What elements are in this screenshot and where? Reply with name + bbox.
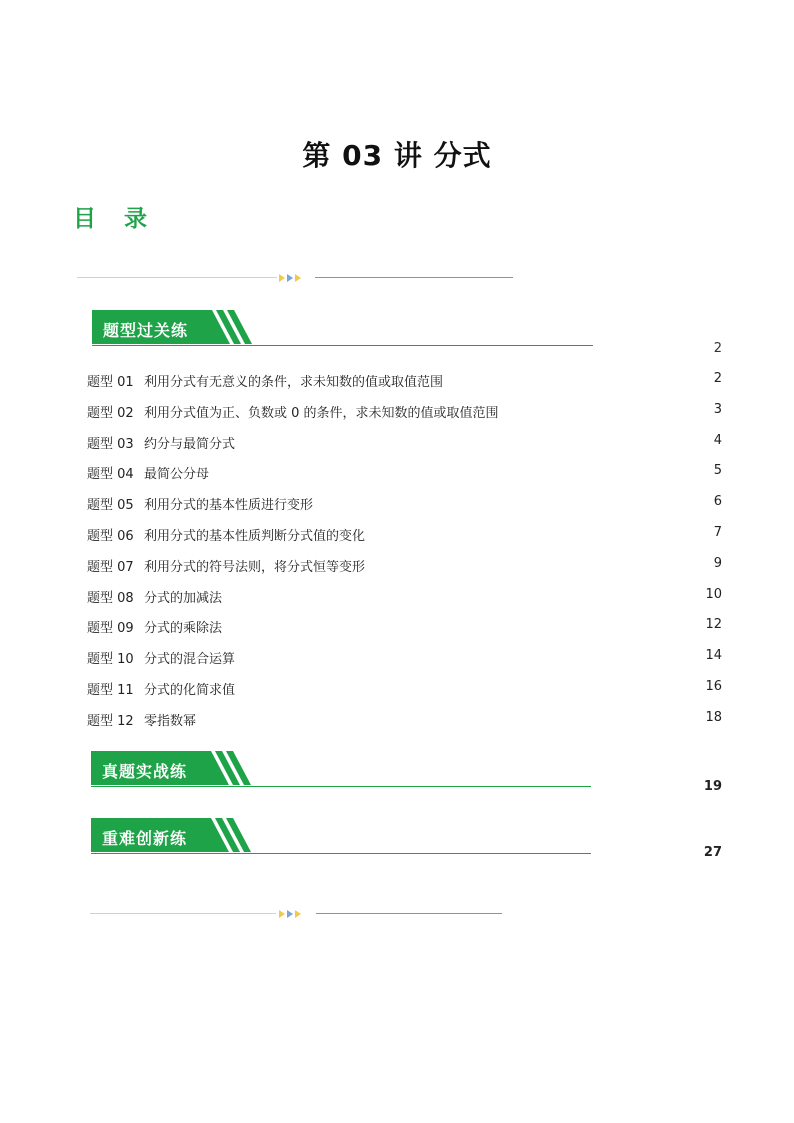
entry-description: 分式的加减法 <box>144 591 223 606</box>
entry-type: 题型 04 <box>87 467 134 482</box>
section-page-number[interactable]: 2 <box>713 341 722 356</box>
entry-description: 约分与最简分式 <box>144 437 236 452</box>
entry-page-number: 18 <box>705 710 722 725</box>
toc-entry[interactable] <box>87 402 722 420</box>
entry-type: 题型 02 <box>87 406 134 421</box>
entry-description: 零指数幂 <box>144 714 197 729</box>
entry-description: 利用分式的基本性质判断分式值的变化 <box>144 529 366 544</box>
toc-entry[interactable] <box>87 679 722 697</box>
entry-description: 分式的混合运算 <box>144 652 236 667</box>
entry-description: 最简公分母 <box>144 467 210 482</box>
entry-page-number: 4 <box>713 433 722 448</box>
toc-entry[interactable] <box>87 556 722 574</box>
entry-description: 利用分式的基本性质进行变形 <box>144 498 314 513</box>
entry-page-number: 2 <box>713 371 722 386</box>
entry-type: 题型 07 <box>87 560 134 575</box>
bottom-divider <box>90 909 502 919</box>
top-divider <box>77 273 513 283</box>
toc-entry[interactable] <box>87 710 722 728</box>
toc-entry[interactable] <box>87 525 722 543</box>
toc-heading: 目 录 <box>73 206 158 232</box>
entry-description: 利用分式有无意义的条件，求未知数的值或取值范围 <box>144 375 444 390</box>
section-banner-practice[interactable] <box>92 310 593 346</box>
triple-arrow-icon <box>279 273 303 283</box>
toc-entry[interactable] <box>87 648 722 666</box>
entry-type: 题型 09 <box>87 621 134 636</box>
entry-type: 题型 05 <box>87 498 134 513</box>
toc-entry[interactable] <box>87 494 722 512</box>
entry-type: 题型 10 <box>87 652 134 667</box>
section-banner-real-exam[interactable] <box>91 751 591 787</box>
document-title: 第 03 讲 分式 <box>302 139 492 172</box>
entry-description: 分式的乘除法 <box>144 621 223 636</box>
entry-page-number: 12 <box>705 617 722 632</box>
toc-entry[interactable] <box>87 463 722 481</box>
section-banner-innovation[interactable] <box>91 818 591 854</box>
section-label: 真题实战练 <box>102 762 188 781</box>
section-label: 重难创新练 <box>102 829 188 848</box>
toc-entry[interactable] <box>87 617 722 635</box>
toc-entry[interactable] <box>87 587 722 605</box>
triple-arrow-icon <box>279 909 303 919</box>
entry-description: 分式的化简求值 <box>144 683 236 698</box>
entry-page-number: 6 <box>713 494 722 509</box>
entry-description: 利用分式的符号法则，将分式恒等变形 <box>144 560 366 575</box>
entry-page-number: 14 <box>705 648 722 663</box>
entry-page-number: 5 <box>713 463 722 478</box>
entry-description: 利用分式值为正、负数或 0 的条件，求未知数的值或取值范围 <box>144 406 499 421</box>
entry-page-number: 16 <box>705 679 722 694</box>
section-label: 题型过关练 <box>103 321 189 340</box>
section-page-number[interactable]: 27 <box>703 845 722 860</box>
entry-page-number: 9 <box>713 556 722 571</box>
section-page-number[interactable]: 19 <box>703 779 722 794</box>
toc-entry[interactable] <box>87 433 722 451</box>
entry-page-number: 3 <box>713 402 722 417</box>
entry-type: 题型 06 <box>87 529 134 544</box>
entry-type: 题型 01 <box>87 375 134 390</box>
entry-type: 题型 12 <box>87 714 134 729</box>
entry-page-number: 7 <box>713 525 722 540</box>
entry-type: 题型 03 <box>87 437 134 452</box>
toc-entry[interactable] <box>87 371 722 389</box>
entry-type: 题型 08 <box>87 591 134 606</box>
entry-type: 题型 11 <box>87 683 134 698</box>
entry-page-number: 10 <box>705 587 722 602</box>
